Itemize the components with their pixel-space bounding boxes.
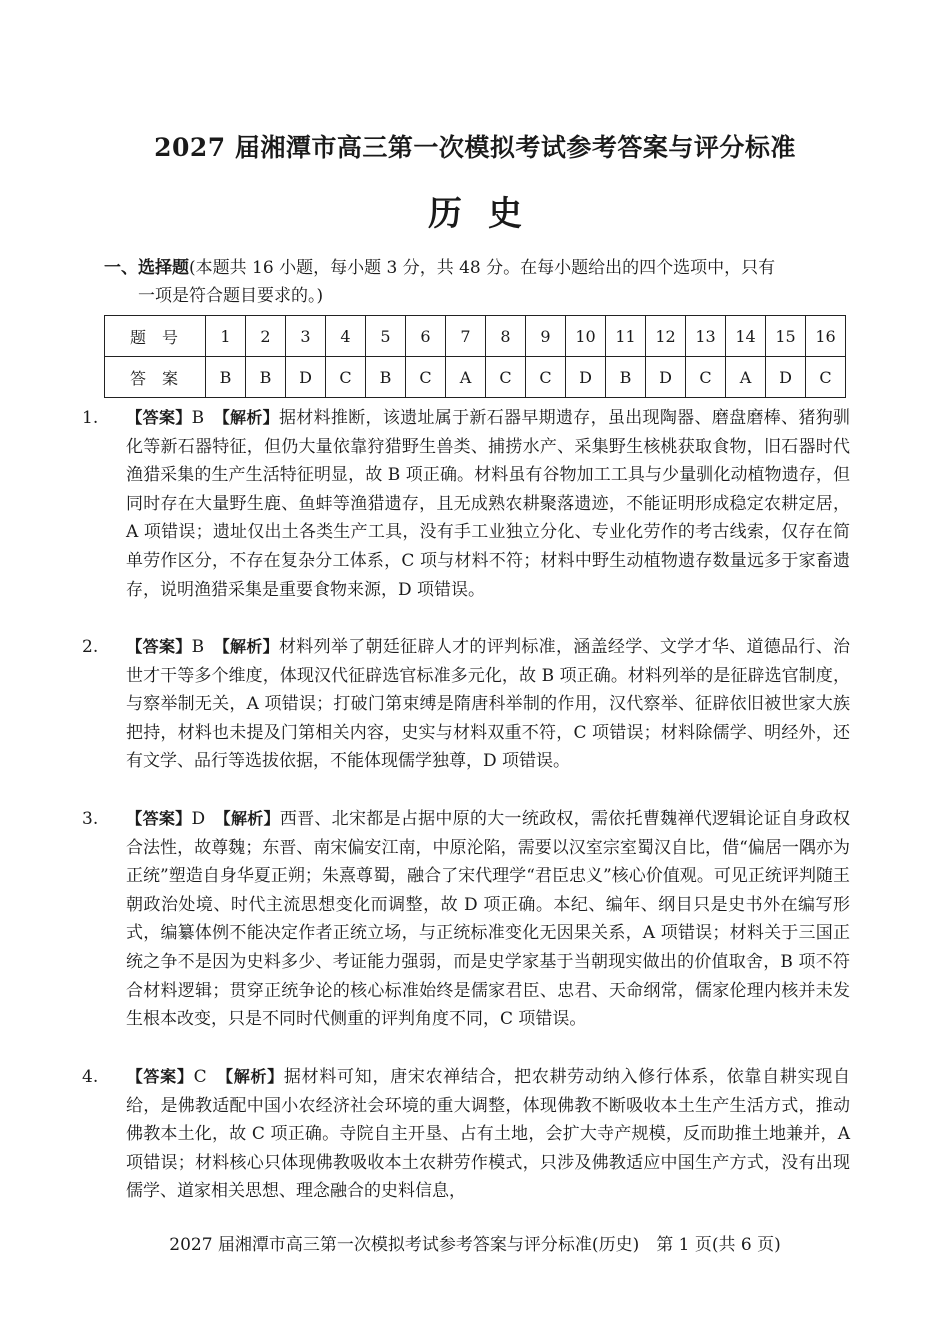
answer-cell: A <box>726 357 766 398</box>
question-number-cell: 14 <box>726 316 766 357</box>
section-note-line2: 一项是符合题目要求的。) <box>138 286 324 306</box>
question-number-cell: 16 <box>806 316 846 357</box>
answer-cell: B <box>246 357 286 398</box>
answer-table-row-answers <box>105 357 846 398</box>
question-number-cell: 1 <box>206 316 246 357</box>
analysis-tag: 【解析】 <box>222 809 280 828</box>
question-number: 2. <box>82 637 99 657</box>
analysis-tag: 【解析】 <box>221 637 279 656</box>
answer-cell: B <box>606 357 646 398</box>
analysis-tag: 【解析】 <box>225 1067 284 1086</box>
answer-cell: D <box>766 357 806 398</box>
question-number-cell: 13 <box>686 316 726 357</box>
answer-cell: A <box>446 357 486 398</box>
question-number-cell: 2 <box>246 316 286 357</box>
page-footer: 2027 届湘潭市高三第一次模拟考试参考答案与评分标准(历史) 第 1 页(共 6 页) <box>169 1235 781 1255</box>
analysis-tag: 【解析】 <box>221 408 279 427</box>
question-number-cell: 8 <box>486 316 526 357</box>
subject-title: 历史 <box>428 194 548 234</box>
answer-cell: C <box>326 357 366 398</box>
row-label-question-number: 题号 <box>105 316 206 357</box>
analysis-text: 西晋、北宋都是占据中原的大一统政权，需依托曹魏禅代逻辑论证自身政权合法性，故尊魏；东晋、南宋偏安江南，中原沦陷，需要以汉室宗室蜀汉自比，借“偏居一隅亦为正统”塑造自身华夏正朔；朱熹尊蜀，融合了宋代理学“君臣忠义”核心价值观。可见正统评判随王朝政治处境、时代主流思想变化而调整，故 D 项正确。本纪、编年、纲目只是史书外在编写形式，编纂体例不能决定作者正统立场，与正统标准变化无因果关系，A 项错误；材料关于三国正统之争不是因为史料多少、考证能力强弱，而是史学家基于当朝现实做出的价值取舍，B 项不符合材料逻辑；贯穿正统争论的核心标准始终是儒家君臣、忠君、天命纲常，儒家伦理内核并未发生根本改变，只是不同时代侧重的评判角度不同，C 项错误。 <box>126 809 850 1030</box>
question-number-cell: 3 <box>286 316 326 357</box>
answer-tag: 【答案】 <box>126 408 192 427</box>
answer-cell: C <box>406 357 446 398</box>
page-title: 2027 届湘潭市高三第一次模拟考试参考答案与评分标准 <box>154 133 796 162</box>
answer-tag: 【答案】 <box>126 809 192 828</box>
answer-tag: 【答案】 <box>126 1067 194 1086</box>
analysis-text: 据材料可知，唐宋农禅结合，把农耕劳动纳入修行体系，依靠自耕实现自给，是佛教适配中国小农经济社会环境的重大调整，体现佛教不断吸收本土生产生活方式，推动佛教本土化，故 C 项正确。寺院自主开垦、占有土地，会扩大寺产规模，反而助推土地兼并，A 项错误；材料核心只体现佛教吸收本土农耕劳作模式，只涉及佛教适应中国生产方式，没有出现儒学、道家相关思想、理念融合的史料信息， <box>126 1067 850 1202</box>
answer-cell: B <box>206 357 246 398</box>
question-3-explanation <box>82 805 850 1034</box>
section-heading <box>104 254 854 310</box>
answer-letter: B <box>191 637 205 657</box>
answer-table-row-numbers <box>105 316 846 357</box>
question-number-cell: 15 <box>766 316 806 357</box>
answer-cell: C <box>526 357 566 398</box>
answer-cell: D <box>646 357 686 398</box>
question-number-cell: 7 <box>446 316 486 357</box>
section-name: 选择题 <box>138 258 189 278</box>
question-number-cell: 10 <box>566 316 606 357</box>
section-number: 一、 <box>104 258 138 278</box>
section-note-line1: (本题共 16 小题，每小题 3 分，共 48 分。在每小题给出的四个选项中，只有 <box>189 258 776 278</box>
answer-table <box>104 315 846 398</box>
question-number-cell: 9 <box>526 316 566 357</box>
analysis-text: 据材料推断，该遗址属于新石器早期遗存，虽出现陶器、磨盘磨棒、猪狗驯化等新石器特征，但仍大量依靠狩猎野生兽类、捕捞水产、采集野生核桃获取食物，旧石器时代渔猎采集的生产生活特征明显，故 B 项正确。材料虽有谷物加工工具与少量驯化动植物遗存，但同时存在大量野生鹿、鱼蚌等渔猎遗存，且无成熟农耕聚落遗迹，不能证明形成稳定农耕定居，A 项错误；遗址仅出土各类生产工具，没有手工业独立分化、专业化劳作的考古线索，仅存在简单劳作区分，不存在复杂分工体系，C 项与材料不符；材料中野生动植物遗存数量远多于家畜遗存，说明渔猎采集是重要食物来源，D 项错误。 <box>126 408 851 600</box>
answer-letter: B <box>191 408 205 428</box>
question-1-explanation <box>82 404 851 604</box>
answer-letter: D <box>191 809 206 829</box>
question-number-cell: 6 <box>406 316 446 357</box>
answer-cell: C <box>806 357 846 398</box>
answer-cell: C <box>486 357 526 398</box>
answer-tag: 【答案】 <box>126 637 192 656</box>
answer-letter: C <box>193 1067 207 1087</box>
question-number-cell: 12 <box>646 316 686 357</box>
answer-cell: B <box>366 357 406 398</box>
row-label-answer: 答案 <box>105 357 206 398</box>
question-4-explanation <box>82 1063 850 1206</box>
answer-cell: D <box>286 357 326 398</box>
question-2-explanation <box>82 633 851 776</box>
answer-cell: C <box>686 357 726 398</box>
question-number: 4. <box>82 1067 99 1087</box>
analysis-text: 材料列举了朝廷征辟人才的评判标准，涵盖经学、文学才华、道德品行、治世才干等多个维度，体现汉代征辟选官标准多元化，故 B 项正确。材料列举的是征辟选官制度，与察举制无关，A 项错误；打破门第束缚是隋唐科举制的作用，汉代察举、征辟依旧被世家大族把持，材料也未提及门第相关内容，史实与材料双重不符，C 项错误；材料除儒学、明经外，还有文学、品行等选拔依据，不能体现儒学独尊，D 项错误。 <box>126 637 851 772</box>
answer-cell: D <box>566 357 606 398</box>
question-number: 1. <box>82 408 99 428</box>
question-number-cell: 11 <box>606 316 646 357</box>
question-number: 3. <box>82 809 99 829</box>
question-number-cell: 5 <box>366 316 406 357</box>
question-number-cell: 4 <box>326 316 366 357</box>
